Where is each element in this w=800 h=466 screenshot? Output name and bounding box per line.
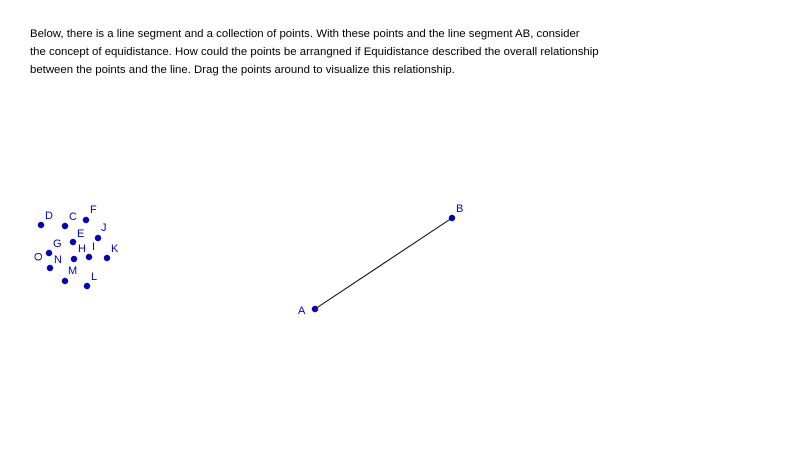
point-h-label: H: [78, 243, 86, 255]
point-k-label: K: [111, 243, 119, 255]
point-c-label: C: [69, 211, 77, 223]
point-f[interactable]: [83, 204, 97, 223]
point-o-label: O: [33, 252, 45, 261]
point-j-label: J: [101, 222, 107, 234]
point-a[interactable]: [298, 305, 318, 317]
point-b[interactable]: [449, 203, 463, 221]
point-n[interactable]: [47, 254, 62, 271]
point-c[interactable]: [62, 211, 77, 229]
instructions-line-2: the concept of equidistance. How could the points be arrangned if Equidistance described the overall relationship: [30, 46, 599, 58]
point-i-dot[interactable]: [86, 254, 92, 260]
point-m[interactable]: [62, 265, 77, 284]
point-b-label: B: [456, 203, 464, 215]
point-d-label: D: [45, 210, 53, 222]
point-i-label: I: [92, 241, 96, 253]
point-l[interactable]: [84, 271, 97, 289]
point-g-dot[interactable]: [46, 250, 52, 256]
point-o[interactable]: [33, 252, 45, 261]
instructions-line-1: Below, there is a line segment and a collection of points. With these points and the line segment AB, consider: [30, 28, 580, 40]
point-a-dot[interactable]: [312, 306, 318, 312]
point-m-label: M: [68, 265, 78, 277]
point-d-dot[interactable]: [38, 222, 44, 228]
point-k[interactable]: [104, 243, 119, 261]
point-h-dot[interactable]: [71, 256, 77, 262]
point-m-dot[interactable]: [62, 278, 68, 284]
point-e-label: E: [77, 228, 85, 240]
point-k-dot[interactable]: [104, 255, 110, 261]
point-j[interactable]: [95, 222, 107, 241]
point-c-dot[interactable]: [62, 223, 68, 229]
point-g-label: G: [53, 238, 62, 250]
instructions-line-3: between the points and the line. Drag the points around to visualize this relationship.: [30, 64, 455, 76]
point-b-dot[interactable]: [449, 215, 455, 221]
point-d[interactable]: [38, 210, 53, 228]
point-n-label: N: [54, 254, 62, 266]
point-l-label: L: [91, 271, 98, 283]
segment-ab[interactable]: [315, 218, 452, 309]
point-f-label: F: [90, 204, 97, 216]
point-a-label: A: [298, 305, 306, 317]
point-e-dot[interactable]: [70, 239, 76, 245]
point-j-dot[interactable]: [95, 235, 101, 241]
point-l-dot[interactable]: [84, 283, 90, 289]
point-i[interactable]: [86, 241, 95, 260]
point-n-dot[interactable]: [47, 265, 53, 271]
point-f-dot[interactable]: [83, 217, 89, 223]
point-h[interactable]: [71, 243, 86, 262]
